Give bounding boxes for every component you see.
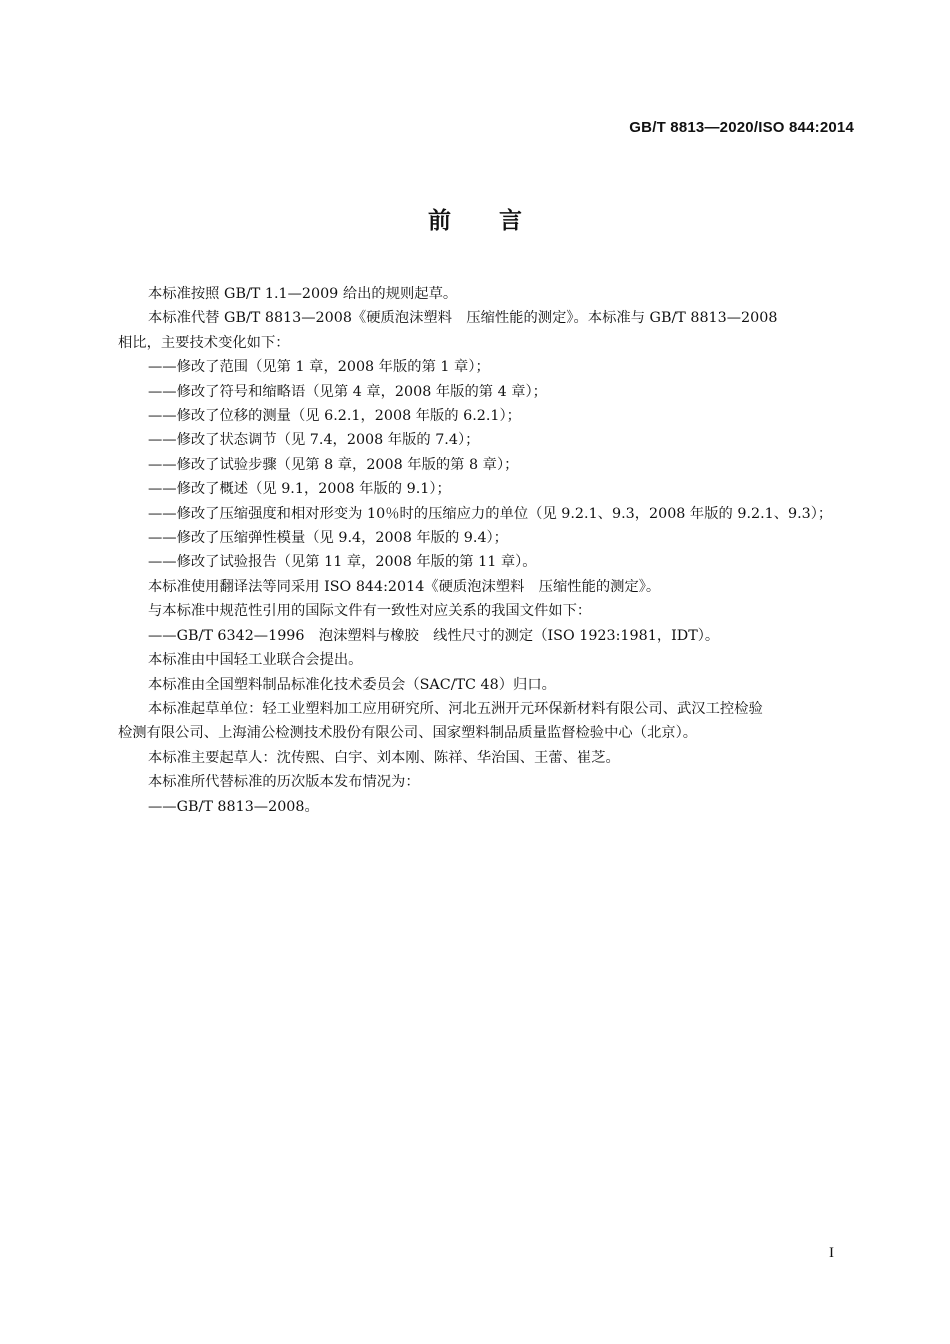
paragraph-previous-editions: 本标准所代替标准的历次版本发布情况为： [148,774,420,791]
change-item: ——修改了符号和缩略语（见第 4 章，2008 年版的第 4 章）； [148,383,547,400]
paragraph-drafting-units-cont: 检测有限公司、上海浦公检测技术股份有限公司、国家塑料制品质量监督检验中心（北京）。 [118,725,698,742]
page-number: I [829,1245,834,1261]
change-item: ——修改了状态调节（见 7.4，2008 年版的 7.4）； [148,432,480,449]
change-item: ——修改了试验报告（见第 11 章，2008 年版的第 11 章）。 [148,554,537,571]
previous-edition-item: ——GB/T 8813—2008。 [148,798,319,815]
page-title: 前言 [428,208,570,234]
change-item: ——修改了位移的测量（见 6.2.1，2008 年版的 6.2.1）； [148,408,521,425]
change-item: ——修改了范围（见第 1 章，2008 年版的第 1 章）； [148,359,490,376]
foreword-body [118,282,858,819]
paragraph-iso-adoption: 本标准使用翻译法等同采用 ISO 844:2014《硬质泡沫塑料 压缩性能的测定》。 [148,578,661,595]
paragraph-replaces: 本标准代替 GB/T 8813—2008《硬质泡沫塑料 压缩性能的测定》。本标准与 GB/T 8813—2008 [148,310,778,327]
paragraph-drafting-units: 本标准起草单位：轻工业塑料加工应用研究所、河北五洲开元环保新材料有限公司、武汉工控检验 [148,700,763,717]
paragraph-drafters: 本标准主要起草人：沈传熙、白宇、刘本刚、陈祥、华治国、王蕾、崔芝。 [148,749,620,766]
change-item: ——修改了压缩弹性模量（见 9.4，2008 年版的 9.4）； [148,530,508,547]
paragraph-proposed-by: 本标准由中国轻工业联合会提出。 [148,652,363,669]
change-item: ——修改了概述（见 9.1，2008 年版的 9.1）； [148,481,451,498]
paragraph-drafting-rules: 本标准按照 GB/T 1.1—2009 给出的规则起草。 [148,286,458,302]
change-item: ——修改了压缩强度和相对形变为 10％时的压缩应力的单位（见 9.2.1、9.3，2008 年版的 9.2.1、9.3）； [148,505,833,522]
paragraph-replaces-cont: 相比，主要技术变化如下： [118,334,290,351]
change-item: ——修改了试验步骤（见第 8 章，2008 年版的第 8 章）； [148,456,519,473]
corresponding-doc-item: ——GB/T 6342—1996 泡沫塑料与橡胶 线性尺寸的测定（ISO 1923:1981，IDT）。 [148,627,720,644]
paragraph-under-jurisdiction: 本标准由全国塑料制品标准化技术委员会（SAC/TC 48）归口。 [148,676,556,693]
standard-code: GB/T 8813—2020/ISO 844:2014 [629,119,854,136]
paragraph-corresponding-docs: 与本标准中规范性引用的国际文件有一致性对应关系的我国文件如下： [148,603,592,620]
